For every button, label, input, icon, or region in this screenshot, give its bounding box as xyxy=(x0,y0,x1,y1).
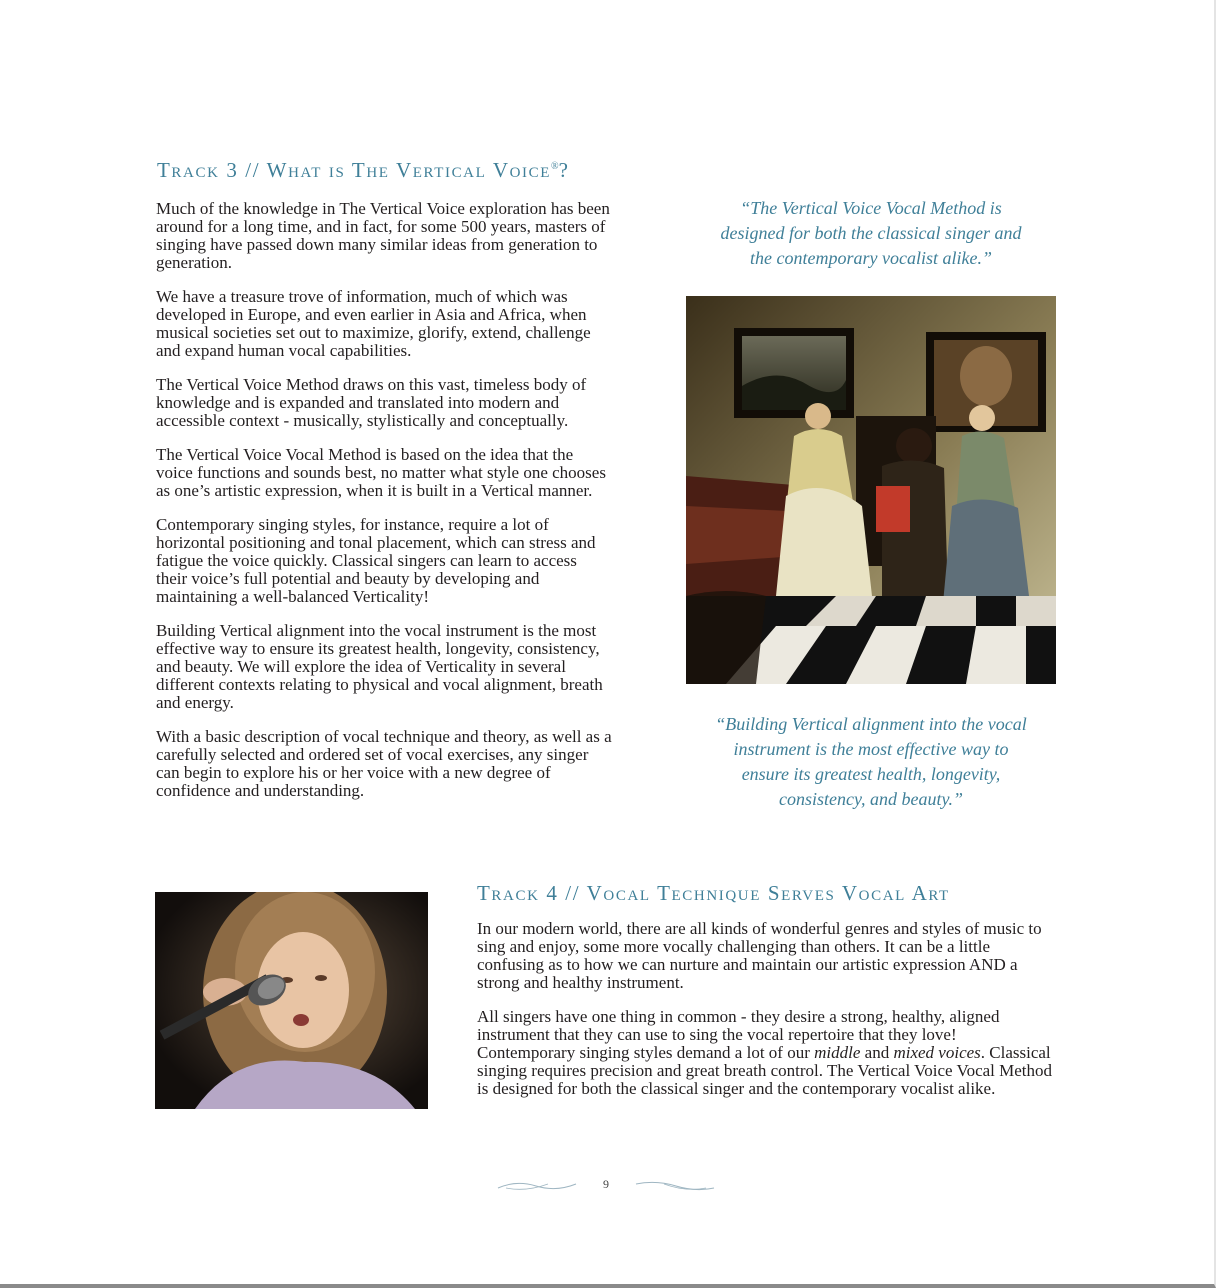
emphasis-mixed-voices: mixed voices xyxy=(893,1043,981,1062)
track4-paragraph xyxy=(477,1008,1057,1098)
track3-paragraph: Building Vertical alignment into the vocal instrument is the most effective way to ensure its greatest health, longevity, consistency, and beauty. We will explore the idea of Verticality in several different contexts relating to physical and vocal alignment, breath and energy. xyxy=(156,621,603,712)
page-number: 9 xyxy=(603,1177,609,1191)
painting-image xyxy=(686,296,1056,684)
page-footer xyxy=(496,1172,716,1198)
track4-text: and xyxy=(860,1043,894,1062)
emphasis-middle: middle xyxy=(814,1043,861,1062)
track3-paragraph: Contemporary singing styles, for instance, require a lot of horizontal positioning and tonal placement, which can stress and fatigue the voice quickly. Classical singers can learn to access their voice’s full potential and beauty by developing and maintaining a well-balanced Verticality! xyxy=(156,515,596,606)
track4-body xyxy=(477,920,1057,1114)
track3-paragraph: With a basic description of vocal technique and theory, as well as a carefully selected and ordered set of vocal exercises, any singer can begin to explore his or her voice with a new degree of confidence and understanding. xyxy=(156,727,612,800)
track4-heading: Track 4 // Vocal Technique Serves Vocal Art xyxy=(477,881,950,905)
singer-illustration xyxy=(155,892,428,1109)
track4-text: All singers have one thing in common - they desire a strong, healthy, aligned instrument that they can use to sing the vocal repertoire that they love! Contemporary singing styles demand a lot of our xyxy=(477,1007,1000,1062)
track3-paragraph: We have a treasure trove of information, much of which was developed in Europe, and even earlier in Asia and Africa, when musical societies set out to maximize, glorify, extend, challenge and expand human vocal capabilities. xyxy=(156,287,591,360)
track4-text: . Classical singing requires precision and great breath control. The Vertical Voice Vocal Method is designed for both the classical singer and the contemporary vocalist alike. xyxy=(477,1043,1053,1098)
track3-paragraph: The Vertical Voice Vocal Method is based on the idea that the voice functions and sounds best, no matter what style one chooses as one’s artistic expression, when it is built in a Vertical manner. xyxy=(156,445,606,500)
track4-paragraph: In our modern world, there are all kinds of wonderful genres and styles of music to sing and enjoy, some more vocally challenging than others. It can be a little confusing as to how we can nurture and maintain our artistic expression AND a strong and healthy instrument. xyxy=(477,919,1042,992)
painting-illustration xyxy=(686,296,1056,684)
track3-paragraph: Much of the knowledge in The Vertical Voice exploration has been around for a long time, and in fact, for some 500 years, masters of singing have passed down many similar ideas from generation to generation. xyxy=(156,199,610,272)
pull-quote-bottom: “Building Vertical alignment into the vocal instrument is the most effective way to ensure its greatest health, longevity, consistency, and beauty.” xyxy=(715,714,1027,809)
track3-heading-end: ? xyxy=(558,158,570,182)
pull-quote-top: “The Vertical Voice Vocal Method is designed for both the classical singer and the contemporary vocalist alike.” xyxy=(720,198,1022,268)
singer-photo xyxy=(155,892,428,1109)
track3-heading-text: Track 3 // What is The Vertical Voice xyxy=(157,158,551,182)
track3-paragraph: The Vertical Voice Method draws on this vast, timeless body of knowledge and is expanded and translated into modern and accessible context - musically, stylistically and conceptually. xyxy=(156,375,587,430)
track3-heading xyxy=(157,158,570,183)
track3-body xyxy=(156,200,612,816)
registered-mark: ® xyxy=(551,161,559,172)
